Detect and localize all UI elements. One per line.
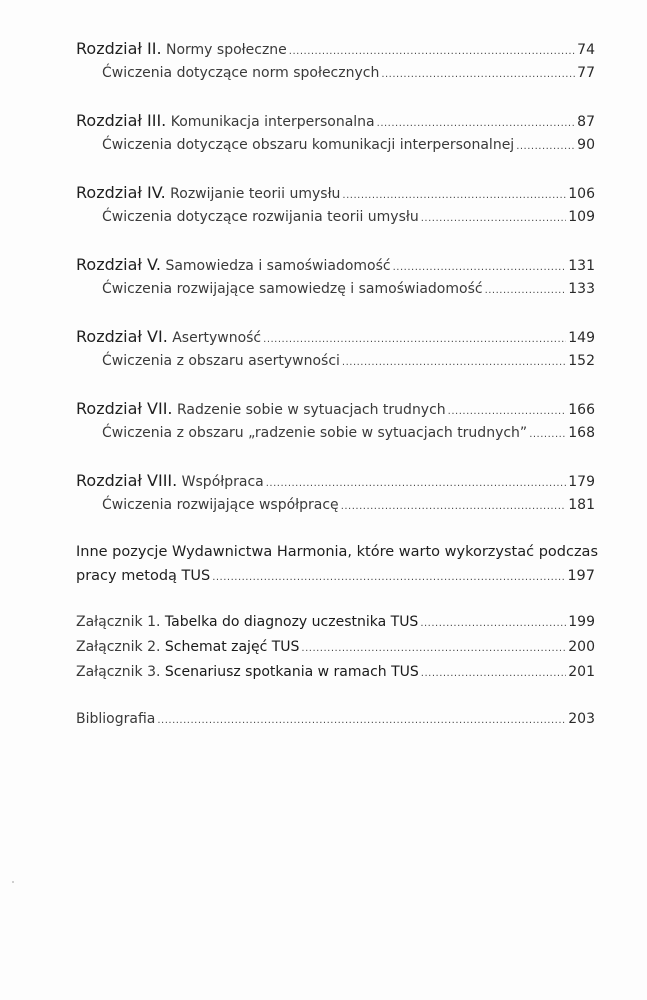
dot-leader <box>341 493 567 519</box>
toc-chapter-entry[interactable] <box>76 108 595 133</box>
toc-chapter-group <box>76 108 595 158</box>
page-number: 152 <box>568 353 595 369</box>
page-number: 197 <box>567 568 595 584</box>
page-number: 74 <box>577 42 595 58</box>
dot-leader <box>212 564 565 590</box>
toc-attachment-entry[interactable] <box>76 610 595 635</box>
chapter-title: Rozwijanie teorii umysłu <box>170 186 341 202</box>
toc-exercise-entry[interactable] <box>76 421 595 446</box>
attachment-prefix: Załącznik 3. <box>76 664 161 680</box>
dot-leader <box>485 277 567 303</box>
toc-chapter-group <box>76 180 595 230</box>
harmonia-title-line2-row <box>76 564 595 588</box>
exercise-title: Ćwiczenia dotyczące norm społecznych <box>102 65 380 81</box>
toc-exercise-entry[interactable] <box>76 349 595 374</box>
toc-chapter-group <box>76 36 595 86</box>
toc-attachment-entry[interactable] <box>76 635 595 660</box>
toc-exercise-entry[interactable] <box>76 205 595 230</box>
dot-leader <box>381 61 575 87</box>
page-number: 131 <box>568 258 595 274</box>
dot-leader <box>342 349 566 375</box>
dot-leader <box>529 421 566 447</box>
chapter-label: Rozdział VIII. <box>76 471 178 490</box>
toc-attachment-entry[interactable] <box>76 660 595 685</box>
attachment-title: Schemat zajęć TUS <box>164 639 300 655</box>
chapter-label: Rozdział V. <box>76 255 161 274</box>
dot-leader <box>157 707 566 733</box>
page-number: 90 <box>577 137 595 153</box>
harmonia-title-line1: Inne pozycje Wydawnictwa Harmonia, które warto wykorzystać podczas <box>76 544 598 560</box>
attachment-title: Scenariusz spotkania w ramach TUS <box>164 664 419 680</box>
exercise-title: Ćwiczenia dotyczące rozwijania teorii umysłu <box>102 209 419 225</box>
dot-leader <box>420 610 566 636</box>
dot-leader <box>516 133 575 159</box>
toc-chapter-group <box>76 252 595 302</box>
toc-chapter-entry[interactable] <box>76 324 595 349</box>
chapter-title: Asertywność <box>172 330 262 346</box>
exercise-title: Ćwiczenia rozwijające współpracę <box>102 497 339 513</box>
chapter-label: Rozdział III. <box>76 111 167 130</box>
chapter-title: Normy społeczne <box>166 42 287 58</box>
exercise-title: Ćwiczenia rozwijające samowiedzę i samoświadomość <box>102 281 483 297</box>
page-number: 77 <box>577 65 595 81</box>
page-number: 87 <box>577 114 595 130</box>
toc-attachments <box>76 610 595 685</box>
exercise-title: Ćwiczenia dotyczące obszaru komunikacji interpersonalnej <box>102 137 515 153</box>
chapter-label: Rozdział IV. <box>76 183 166 202</box>
dot-leader <box>301 635 566 661</box>
toc-chapter-entry[interactable] <box>76 468 595 493</box>
page-number: 200 <box>568 639 595 655</box>
toc-chapter-entry[interactable] <box>76 36 595 61</box>
page-number: 133 <box>568 281 595 297</box>
page-number: 149 <box>568 330 595 346</box>
dot-leader <box>421 660 566 686</box>
attachment-prefix: Załącznik 2. <box>76 639 161 655</box>
page-number: 168 <box>568 425 595 441</box>
chapter-title: Samowiedza i samoświadomość <box>165 258 391 274</box>
page-number: 179 <box>568 474 595 490</box>
page-number: 106 <box>568 186 595 202</box>
chapter-title: Radzenie sobie w sytuacjach trudnych <box>176 402 446 418</box>
toc-chapter-entry[interactable] <box>76 252 595 277</box>
page-number: 203 <box>568 711 595 727</box>
dot-leader <box>421 205 567 231</box>
chapter-label: Rozdział VI. <box>76 327 168 346</box>
exercise-title: Ćwiczenia z obszaru asertywności <box>102 353 340 369</box>
page-number: 109 <box>568 209 595 225</box>
bibliography-title: Bibliografia <box>76 711 156 727</box>
chapter-title: Współpraca <box>181 474 264 490</box>
toc-chapter-group <box>76 468 595 518</box>
toc-exercise-entry[interactable] <box>76 277 595 302</box>
chapter-label: Rozdział II. <box>76 39 162 58</box>
attachment-title: Tabelka do diagnozy uczestnika TUS <box>164 614 419 630</box>
table-of-contents <box>76 36 598 732</box>
page-number: 181 <box>568 497 595 513</box>
page-number: 166 <box>568 402 595 418</box>
toc-exercise-entry[interactable] <box>76 61 595 86</box>
attachment-prefix: Załącznik 1. <box>76 614 161 630</box>
toc-exercise-entry[interactable] <box>76 493 595 518</box>
page-number: 201 <box>568 664 595 680</box>
toc-chapter-entry[interactable] <box>76 180 595 205</box>
chapter-title: Komunikacja interpersonalna <box>170 114 375 130</box>
toc-chapter-entry[interactable] <box>76 396 595 421</box>
toc-chapter-group <box>76 396 595 446</box>
toc-bibliography-entry[interactable] <box>76 707 595 732</box>
toc-harmonia-entry[interactable] <box>76 540 598 588</box>
page-number: 199 <box>568 614 595 630</box>
harmonia-title-line2: pracy metodą TUS <box>76 568 211 584</box>
scan-speck <box>12 881 14 883</box>
chapter-label: Rozdział VII. <box>76 399 173 418</box>
toc-exercise-entry[interactable] <box>76 133 595 158</box>
exercise-title: Ćwiczenia z obszaru „radzenie sobie w sytuacjach trudnych” <box>102 425 528 441</box>
toc-chapter-group <box>76 324 595 374</box>
